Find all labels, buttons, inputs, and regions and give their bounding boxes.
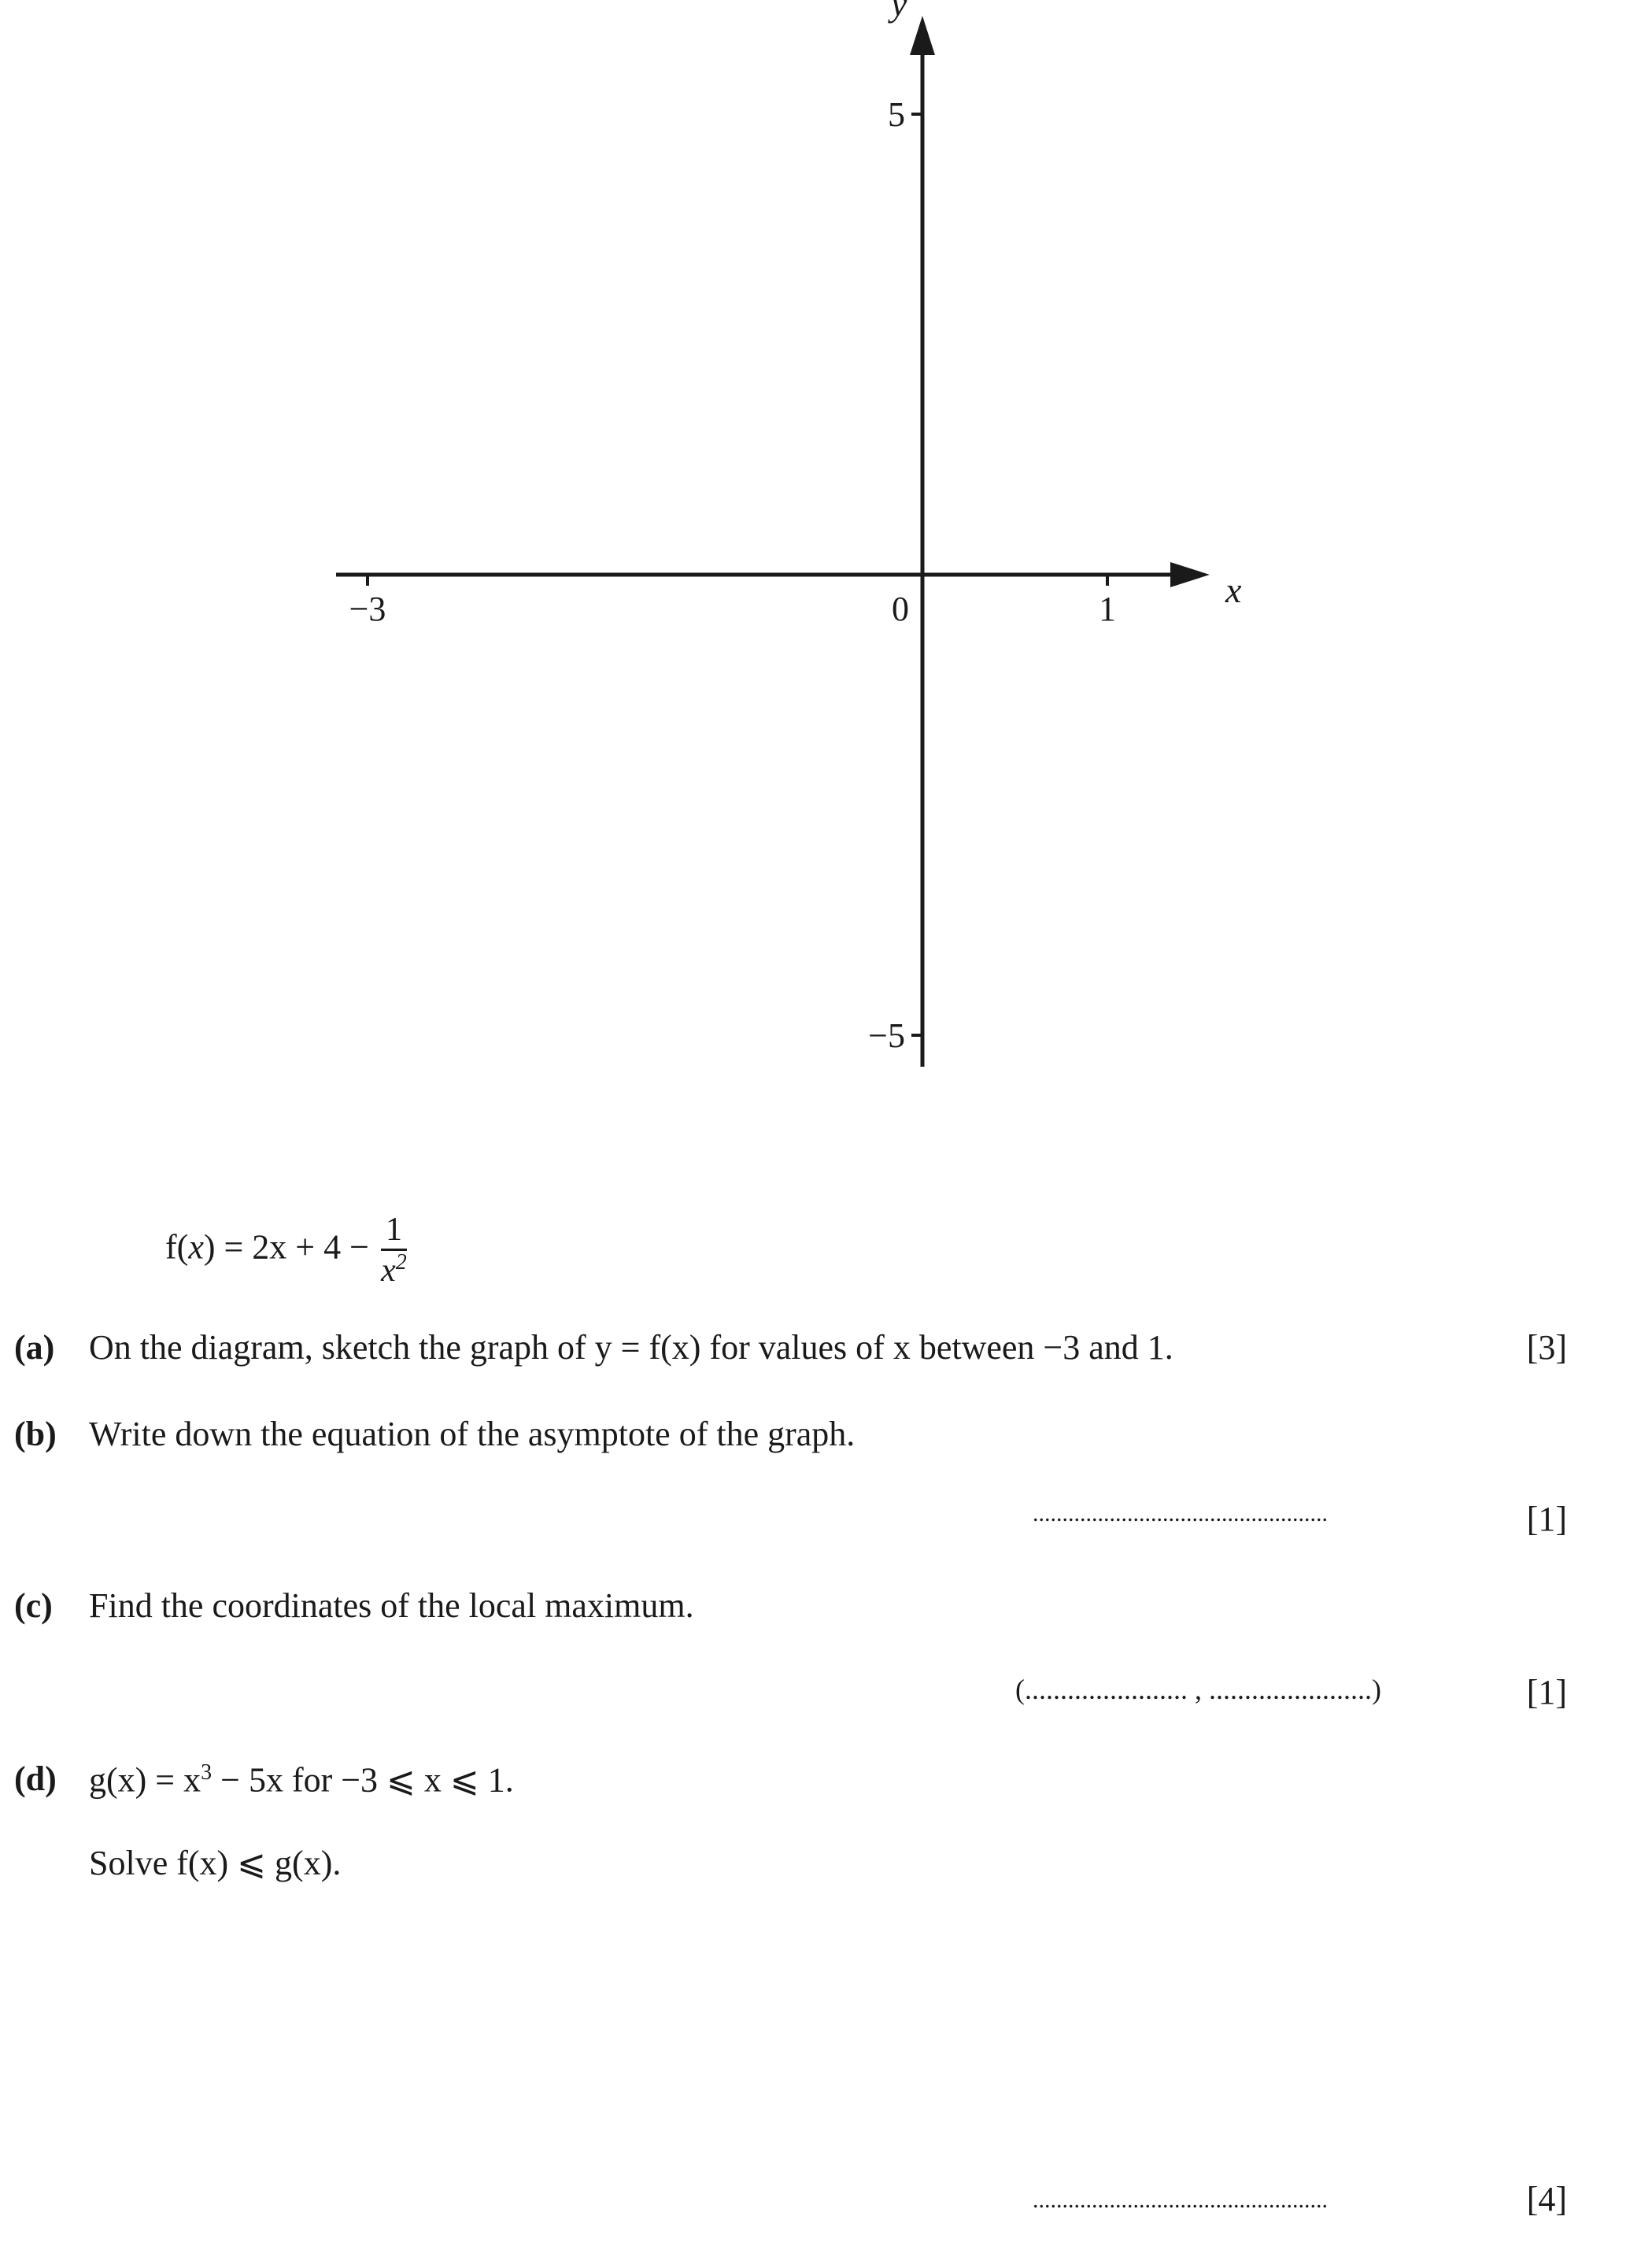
y-axis-arrow-icon (910, 16, 935, 55)
question-d-answer-line[interactable]: .................................................. (1033, 2187, 1328, 2213)
function-lhs: f( (165, 1227, 189, 1267)
question-d-marks: [4] (1526, 2180, 1567, 2218)
question-c-marks: [1] (1526, 1673, 1567, 1711)
question-c-answer-line[interactable]: (....................... , .......................) (1015, 1674, 1381, 1705)
fraction (381, 1212, 407, 1289)
function-definition (165, 1212, 407, 1289)
x-tick-label: 1 (1099, 590, 1116, 628)
question-c-text: Find the coordinates of the local maximum. (89, 1586, 694, 1625)
question-b-marks: [1] (1526, 1500, 1567, 1538)
question-a-text: On the diagram, sketch the graph of y = f(x) for values of x between −3 and 1. (89, 1328, 1173, 1367)
fraction-numerator: 1 (381, 1212, 407, 1251)
x-axis-label: x (1225, 570, 1242, 610)
y-tick-label: −5 (868, 1016, 905, 1055)
question-b-answer-line[interactable]: .................................................. (1033, 1500, 1328, 1526)
question-a-marks: [3] (1526, 1328, 1567, 1367)
question-b-text: Write down the equation of the asymptote of the graph. (89, 1415, 856, 1453)
question-c-label: (c) (14, 1586, 53, 1625)
function-var: x (188, 1227, 204, 1267)
y-tick-label: 5 (888, 95, 905, 134)
question-a-label: (a) (14, 1328, 55, 1367)
y-axis-label: y (891, 0, 907, 24)
fraction-denominator: $x^2$ (381, 1250, 407, 1290)
question-d-instruction: Solve f(x) ⩽ g(x). (89, 1844, 342, 1882)
question-d-text: $g(x) = x^3 - 5x$ for −3 ⩽ x ⩽ 1. (89, 1760, 514, 1800)
function-rhs: ) = 2x + 4 − (203, 1227, 369, 1267)
question-b-label: (b) (14, 1415, 57, 1453)
x-tick-label: 0 (892, 590, 909, 628)
x-tick-label: −3 (349, 590, 386, 628)
x-axis-arrow-icon (1170, 562, 1210, 587)
question-d-label: (d) (14, 1759, 57, 1798)
